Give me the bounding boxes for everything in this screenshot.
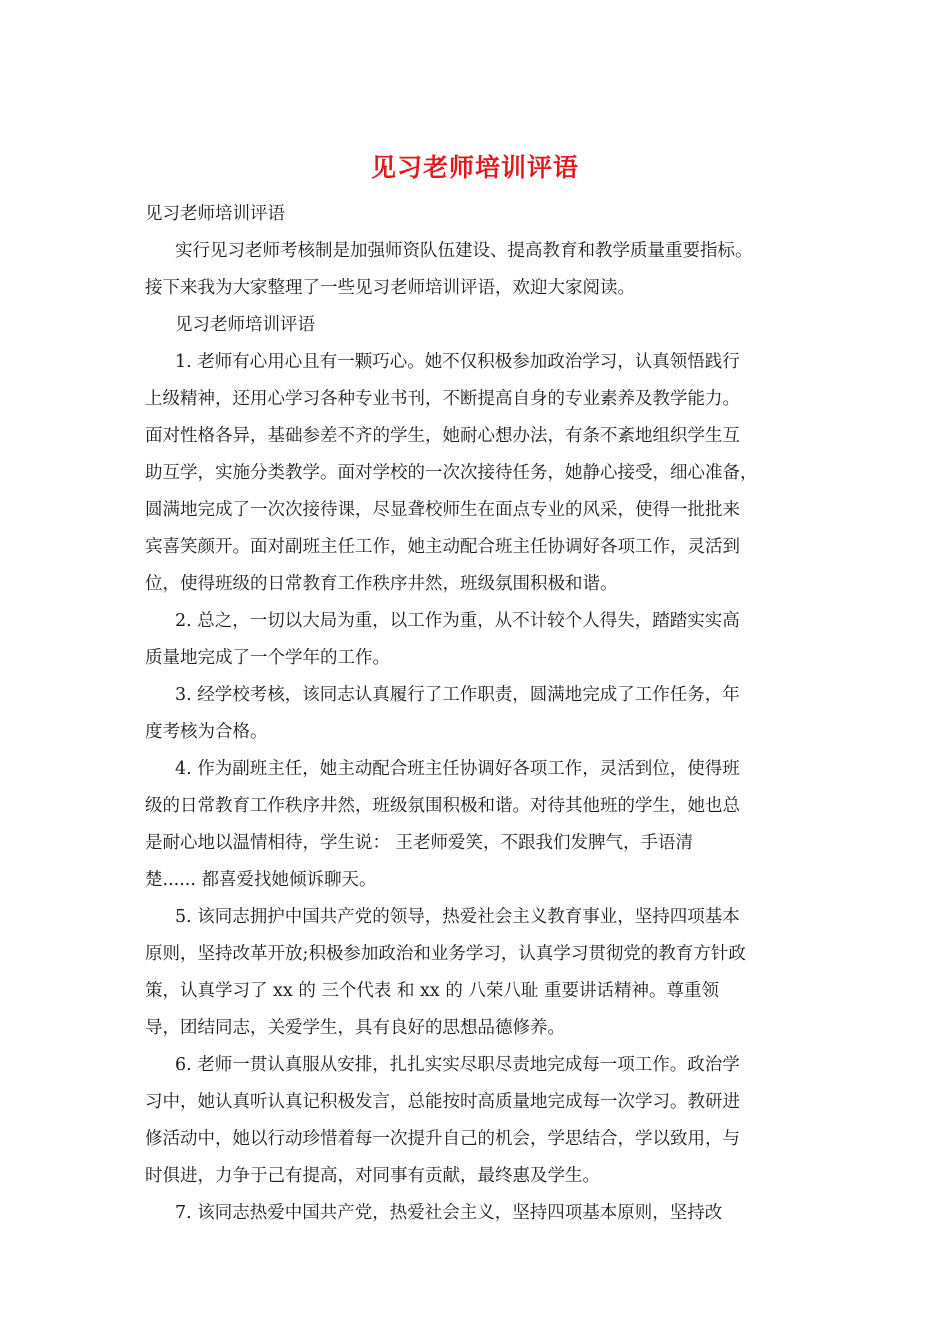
comment-item-line: 上级精神，还用心学习各种专业书刊，不断提高自身的专业素养及教学能力。 (145, 389, 740, 409)
intro-line: 实行见习老师考核制是加强师资队伍建设、提高教育和教学质量重要指标。 (175, 241, 753, 261)
comment-item-line-first: 4. 作为副班主任，她主动配合班主任协调好各项工作，灵活到位，使得班 (175, 759, 740, 779)
comment-item-line: 导，团结同志，关爱学生，具有良好的思想品德修养。 (145, 1018, 565, 1038)
comment-item-line: 面对性格各异，基础参差不齐的学生，她耐心想办法，有条不紊地组织学生互 (145, 426, 740, 446)
document-subtitle: 见习老师培训评语 (145, 204, 285, 224)
document-body (145, 196, 805, 1232)
comment-item-line: 楚...... 都喜爱找她倾诉聊天。 (145, 870, 377, 890)
comment-item-line-first: 5. 该同志拥护中国共产党的领导，热爱社会主义教育事业，坚持四项基本 (175, 907, 740, 927)
comment-item-line: 习中，她认真听认真记积极发言，总能按时高质量地完成每一次学习。教研进 (145, 1092, 740, 1112)
comment-item-line: 宾喜笑颜开。面对副班主任工作，她主动配合班主任协调好各项工作，灵活到 (145, 537, 740, 557)
section-heading: 见习老师培训评语 (175, 315, 315, 335)
document-title: 见习老师培训评语 (370, 153, 579, 182)
comment-item-line-first: 2. 总之，一切以大局为重，以工作为重，从不计较个人得失，踏踏实实高 (175, 611, 740, 631)
comment-item-line-first: 1. 老师有心用心且有一颗巧心。她不仅积极参加政治学习，认真领悟践行 (175, 352, 740, 372)
comment-item-line-first: 7. 该同志热爱中国共产党，热爱社会主义，坚持四项基本原则，坚持改 (175, 1203, 723, 1223)
comment-item-line: 圆满地完成了一次次接待课，尽显聋校师生在面点专业的风采，使得一批批来 (145, 500, 740, 520)
comment-item-line: 原则，坚持改革开放;积极参加政治和业务学习，认真学习贯彻党的教育方针政 (145, 944, 746, 964)
comment-item-line: 是耐心地以温情相待，学生说： 王老师爱笑，不跟我们发脾气，手语清 (145, 833, 694, 853)
intro-paragraph (145, 233, 805, 270)
comment-list (145, 344, 805, 1232)
comment-item-line: 级的日常教育工作秩序井然，班级氛围积极和谐。对待其他班的学生，她也总 (145, 796, 740, 816)
comment-item-line: 质量地完成了一个学年的工作。 (145, 648, 390, 668)
comment-item-line: 助互学，实施分类教学。面对学校的一次次接待任务，她静心接受，细心准备， (145, 463, 758, 483)
comment-item-line-first: 6. 老师一贯认真服从安排，扎扎实实尽职尽责地完成每一项工作。政治学 (175, 1055, 740, 1075)
comment-item-line: 位，使得班级的日常教育工作秩序井然，班级氛围积极和谐。 (145, 574, 618, 594)
intro-line: 接下来我为大家整理了一些见习老师培训评语，欢迎大家阅读。 (145, 278, 635, 298)
comment-item-line: 度考核为合格。 (145, 722, 268, 742)
comment-item-line: 策，认真学习了 xx 的 三个代表 和 xx 的 八荣八耻 重要讲话精神。尊重领 (145, 981, 719, 1001)
comment-item-line: 时俱进，力争于己有提高，对同事有贡献，最终惠及学生。 (145, 1166, 600, 1186)
intro-paragraph-continued (145, 270, 805, 307)
comment-item-line-first: 3. 经学校考核，该同志认真履行了工作职责，圆满地完成了工作任务，年 (175, 685, 740, 705)
comment-item-line: 修活动中，她以行动珍惜着每一次提升自己的机会，学思结合，学以致用，与 (145, 1129, 740, 1149)
